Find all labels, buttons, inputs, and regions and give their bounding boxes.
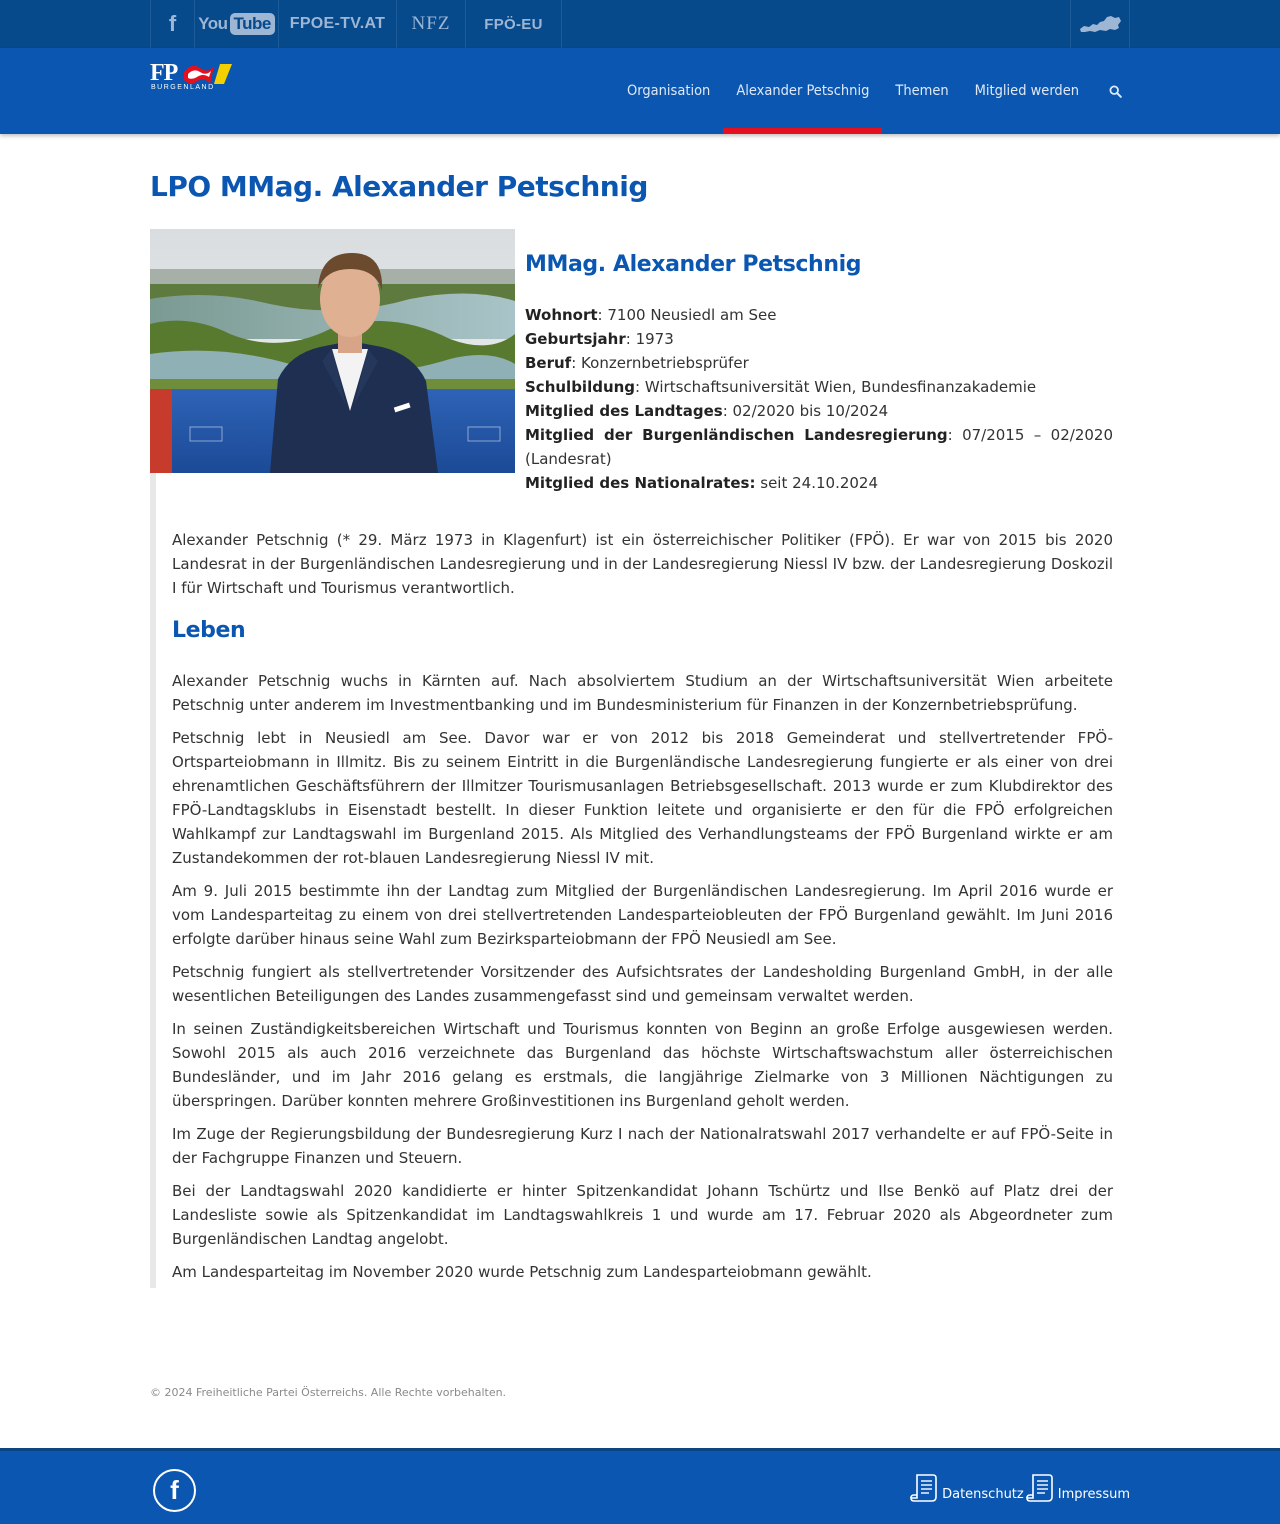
fpoe-burgenland-logo[interactable]: [150, 60, 234, 94]
top-facebook-link[interactable]: [150, 0, 194, 48]
info-value: 02/2020 bis 10/2024: [732, 402, 889, 420]
document-icon: [908, 1472, 940, 1504]
footer-link-datenschutz[interactable]: [908, 1472, 1024, 1504]
biography-paragraph: Petschnig fungiert als stellvertretender Vorsitzender des Aufsichtsrates der Landesholding Burgenland GmbH, in der alle wesentlichen Beteiligungen des Landes zusammengefasst sind und gemeinsam verwaltet werden.: [172, 963, 1113, 1005]
info-separator: :: [722, 402, 733, 420]
top-fpoe-tv-link[interactable]: FPOE-TV.AT: [278, 0, 396, 48]
info-separator: :: [625, 330, 636, 348]
info-label: Schulbildung: [525, 378, 636, 396]
biography-paragraph: Alexander Petschnig wuchs in Kärnten auf. Nach absolviertem Studium an der Wirtschaftsuniversität Wien arbeitete Petschnig unter anderem im Investmentbanking und im Bundesministerium für Finanzen in der Konzernbetriebsprüfung.: [172, 672, 1113, 714]
info-label: Beruf: [525, 354, 572, 372]
info-value: seit 24.10.2024: [760, 474, 879, 492]
logo-flag-icon: [184, 62, 234, 86]
main-nav: [614, 48, 1138, 134]
info-value: Wirtschaftsuniversität Wien, Bundesfinanzakademie: [644, 378, 1037, 396]
top-youtube-link[interactable]: [194, 0, 278, 48]
austria-map-link[interactable]: [1070, 0, 1130, 48]
profile-info: [525, 252, 1113, 495]
page-title: LPO MMag. Alexander Petschnig: [150, 170, 648, 203]
info-separator: :: [947, 426, 963, 444]
footer-link-label: Impressum: [1057, 1487, 1130, 1502]
top-nfz-link[interactable]: NFZ: [396, 0, 465, 48]
top-bar-inner: [150, 0, 1130, 48]
info-row-nationalrat: [525, 471, 1113, 495]
info-value: 07/2015 – 02/2020 (Landesrat): [525, 426, 1113, 468]
top-fpoe-eu-link[interactable]: FPÖ-EU: [465, 0, 562, 48]
biography-paragraph: Im Zuge der Regierungsbildung der Bundesregierung Kurz I nach der Nationalratswahl 2017 verhandelte er auf FPÖ-Seite in der Fachgruppe Finanzen und Steuern.: [172, 1125, 1113, 1167]
top-links: [150, 0, 562, 48]
search-icon: [1109, 85, 1122, 98]
portrait-image: [150, 229, 515, 473]
nav-item-mitglied-werden[interactable]: Mitglied werden: [974, 83, 1080, 99]
footer-link-impressum[interactable]: [1024, 1472, 1130, 1504]
footer-links: [908, 1468, 1130, 1504]
info-value: 7100 Neusiedl am See: [607, 306, 777, 324]
info-separator: :: [635, 378, 645, 396]
logo-subtitle: BURGENLAND: [151, 84, 215, 91]
search-button[interactable]: [1092, 48, 1138, 134]
info-row-landtag: [525, 399, 1113, 423]
info-row-schulbildung: [525, 375, 1113, 399]
info-label: Mitglied des Nationalrates:: [525, 474, 756, 492]
biography-paragraph: Petschnig lebt in Neusiedl am See. Davor war er von 2012 bis 2018 Gemeinderat und stellvertretender FPÖ-Ortsparteiobmann in Illmitz. Bis zu seinem Eintritt in die Burgenländische Landesregierung fungierte er als einer von drei ehrenamtlichen Geschäftsführern der Illmitzer Tourismusanlagen Betriebsgesellschaft. 2013 wurde er zum Klubdirektor des FPÖ-Landtagsklubs in Eisenstadt bestellt. In dieser Funktion leitete und organisierte er den für die FPÖ erfolgreichen Wahlkampf zur Landtagswahl im Burgenland 2015. Als Mitglied des Verhandlungsteams der FPÖ Burgenland wirkte er am Zustandekommen der rot-blauen Landesregierung Niessl IV mit.: [172, 729, 1113, 867]
top-bar: [0, 0, 1280, 48]
portrait-photo: [150, 229, 515, 473]
footer-facebook-link[interactable]: [153, 1469, 196, 1512]
footer-link-label: Datenschutz: [942, 1487, 1024, 1502]
document-icon: [1024, 1472, 1056, 1504]
info-separator: :: [571, 354, 582, 372]
info-label: Wohnort: [525, 306, 598, 324]
facebook-icon: f: [168, 11, 177, 36]
info-label: Geburtsjahr: [525, 330, 626, 348]
info-value: 1973: [635, 330, 674, 348]
site-footer: [0, 1448, 1280, 1524]
austria-map-icon: [1078, 13, 1122, 35]
nav-item-alexander-petschnig[interactable]: Alexander Petschnig: [723, 48, 882, 134]
info-value: Konzernbetriebsprüfer: [581, 354, 749, 372]
nav-item-themen[interactable]: Themen: [895, 83, 949, 99]
info-label: Mitglied des Landtages: [525, 402, 723, 420]
biography-paragraph: In seinen Zuständigkeitsbereichen Wirtschaft und Tourismus konnten von Beginn an große Erfolge ausgewiesen werden. Sowohl 2015 als auch 2016 verzeichnete das Burgenland das höchste Wirtschaftswachstum aller österreichischen Bundesländer, und im Jahr 2016 gelang es erstmals, die langjährige Zielmarke von 3 Millionen Nächtigungen zu überspringen. Darüber konnten mehrere Großinvestitionen ins Burgenland geholt werden.: [172, 1020, 1113, 1110]
youtube-logo-tube: Tube: [230, 13, 275, 35]
logo-text: FP: [150, 60, 178, 86]
info-separator: :: [597, 306, 608, 324]
biography-paragraph: Am Landesparteitag im November 2020 wurde Petschnig zum Landesparteiobmann gewählt.: [172, 1263, 872, 1281]
content-side-bar: [150, 473, 156, 1288]
info-row-wohnort: [525, 303, 1113, 327]
biography-paragraph: Bei der Landtagswahl 2020 kandidierte er hinter Spitzenkandidat Johann Tschürtz und Ilse Benkö auf Platz drei der Landesliste sowie als Spitzenkandidat im Landtagswahlkreis 1 und wurde am 17. Februar 2020 als Abgeordneter zum Burgenländischen Landtag angelobt.: [172, 1182, 1113, 1248]
info-label: Mitglied der Burgenländischen Landesregierung: [525, 426, 948, 444]
main-header: [0, 48, 1280, 134]
info-row-landesregierung: [525, 423, 1113, 471]
biography-paragraph: Am 9. Juli 2015 bestimmte ihn der Landtag zum Mitglied der Burgenländischen Landesregierung. Im April 2016 wurde er vom Landesparteitag zu einem von drei stellvertretenden Landesparteiobleuten der FPÖ Burgenland gewählt. Im Juni 2016 erfolgte darüber hinaus seine Wahl zum Bezirksparteiobmann der FPÖ Neusiedl am See.: [172, 882, 1113, 948]
intro-paragraph: Alexander Petschnig (* 29. März 1973 in Klagenfurt) ist ein österreichischer Politiker (FPÖ). Er war von 2015 bis 2020 Landesrat in der Burgenländischen Landesregierung und in der Landesregierung Niessl IV bzw. der Landesregierung Doskozil I für Wirtschaft und Tourismus verantwortlich.: [172, 531, 1113, 597]
nav-item-organisation[interactable]: Organisation: [627, 83, 711, 99]
biography-text: [172, 528, 1113, 1293]
info-row-geburtsjahr: [525, 327, 1113, 351]
youtube-logo-you: You: [198, 14, 228, 33]
info-row-beruf: [525, 351, 1113, 375]
section-heading-leben: Leben: [172, 618, 246, 643]
copyright-text: © 2024 Freiheitliche Partei Österreichs. Alle Rechte vorbehalten.: [150, 1386, 507, 1399]
info-heading: MMag. Alexander Petschnig: [525, 252, 862, 277]
facebook-icon: f: [170, 1475, 179, 1505]
youtube-logo: [198, 13, 275, 35]
